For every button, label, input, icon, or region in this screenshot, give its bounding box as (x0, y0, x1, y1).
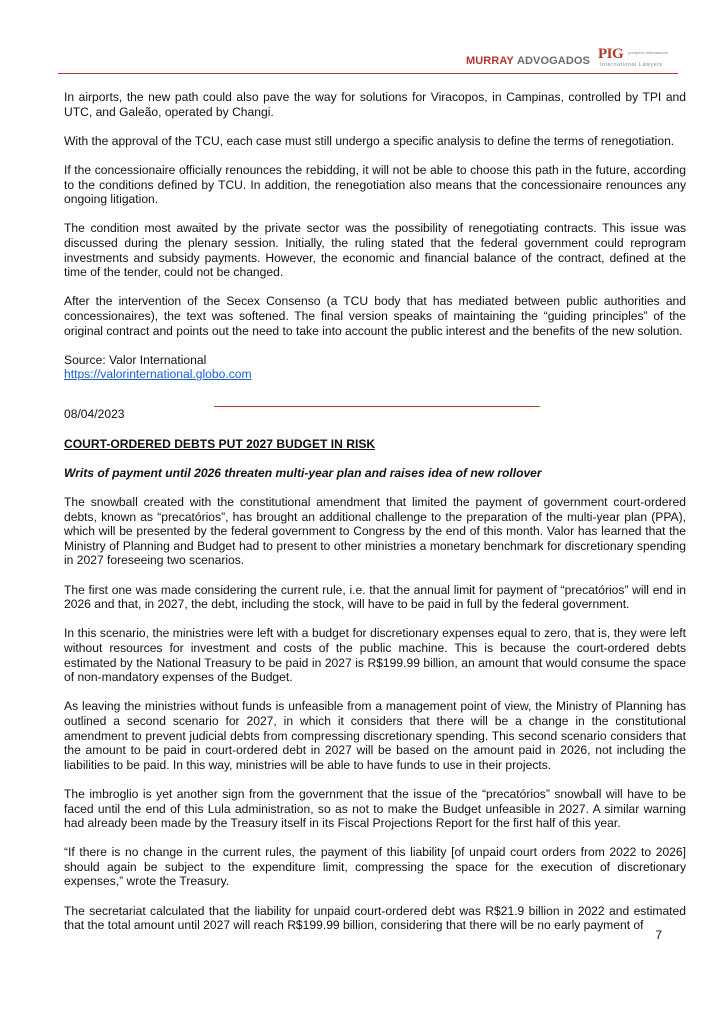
paragraph: If the concessionaire officially renounces the rebidding, it will not be able to choose this path in the future, according to the conditions defined by TCU. In addition, the renegotiation also means that the concessionaire renounces any ongoing litigation. (64, 162, 686, 207)
murray-advogados-logo (466, 55, 590, 67)
document-body (64, 90, 686, 947)
brand-secondary: ADVOGADOS (516, 55, 590, 67)
article-date: 08/04/2023 (64, 407, 125, 422)
paragraph: As leaving the ministries without funds is unfeasible from a management point of view, the Ministry of Planning has outlined a second scenario for 2027, in which it considers that there will be a change in the constitutional amendment to prevent judicial debts from compressing discretionary spending. This second scenario considers that the amount to be paid in court-ordered debt in 2027 will be based on the amount paid in 2026, not including the liabilities to be paid. In this way, ministries will be able to have funds to use in their projects. (64, 699, 686, 772)
paragraph: The condition most awaited by the private sector was the possibility of renegotiating contracts. This issue was discussed during the plenary session. Initially, the ruling stated that the federal government could reprogram investments and subsidy payments. However, the economic and financial balance of the contract, defined at the time of the tender, could not be changed. (64, 221, 686, 280)
article-headline: COURT-ORDERED DEBTS PUT 2027 BUDGET IN RISK (64, 436, 376, 451)
paragraph: The imbroglio is yet another sign from the government that the issue of the “precatórios” snowball will have to be faced until the end of this Lula administration, so as not to make the Budget unfeasible in 2027. A similar warning had already been made by the Treasury itself in its Fiscal Projections Report for the first half of this year. (64, 786, 686, 831)
paragraph: The secretariat calculated that the liability for unpaid court-ordered debt was R$21.9 billion in 2022 and estimated that the total amount until 2027 will reach R$199.99 billion, considering that there will be no early payment of (64, 903, 686, 933)
header-divider (58, 73, 678, 74)
paragraph: “If there is no change in the current rules, the payment of this liability [of unpaid court orders from 2022 to 2026] should again be subject to the expenditure limit, compressing the space for the execution of discretionary expenses,” wrote the Treasury. (64, 845, 686, 889)
paragraph: In airports, the new path could also pave the way for solutions for Viracopos, in Campinas, controlled by TPI and UTC, and Galeão, operated by Changi. (64, 90, 686, 119)
pig-logo-small-text: pomperio international (628, 50, 668, 55)
paragraph: After the intervention of the Secex Consenso (a TCU body that has mediated between public authorities and concessionaires), the text was softened. The final version speaks of maintaining the “guiding principles” of the original contract and points out the need to take into account the public interest and the benefits of the new solution. (64, 294, 686, 338)
brand-primary: MURRAY (465, 55, 514, 67)
pig-logo-subtext: International Lawyers (600, 62, 663, 68)
article-subheadline: Writs of payment until 2026 threaten multi-year plan and raises idea of new rollover (64, 465, 542, 480)
page-header (58, 44, 678, 74)
source-label: Source: Valor International (64, 352, 207, 367)
paragraph: With the approval of the TCU, each case must still undergo a specific analysis to define the terms of renegotiation. (64, 133, 675, 148)
paragraph: The first one was made considering the current rule, i.e. that the annual limit for payment of “precatórios” will end in 2026 and that, in 2027, the debt, including the stock, will have to be paid in full by the federal government. (64, 582, 686, 612)
source-link[interactable]: https://valorinternational.globo.com (64, 367, 252, 382)
pig-logo-mark: PIG (598, 46, 624, 62)
page-number: 7 (655, 928, 662, 942)
pig-logo (598, 44, 678, 74)
paragraph: The snowball created with the constitutional amendment that limited the payment of government court-ordered debts, known as “precatórios”, has brought an additional challenge to the preparation of the multi-year plan (PPA), which will be presented by the federal government to Congress by the end of this month. Valor has learned that the Ministry of Planning and Budget had to present to other ministries a monetary benchmark for discretionary spending in 2027 foreseeing two scenarios. (64, 495, 686, 568)
paragraph: In this scenario, the ministries were left with a budget for discretionary expenses equal to zero, that is, they were left without resources for investment and costs of the public machine. This is because the court-ordered debts estimated by the National Treasury to be paid in 2027 is R$199.99 billion, an amount that would consume the space of non-mandatory expenses of the Budget. (64, 626, 686, 685)
